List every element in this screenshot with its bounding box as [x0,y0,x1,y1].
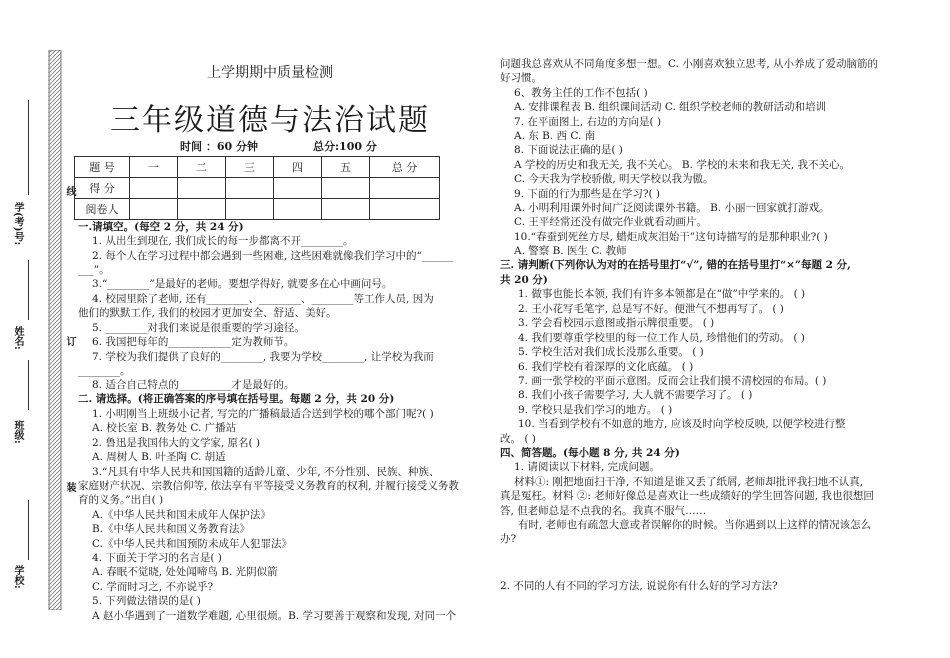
question-line: 10.“春蚕到死丝方尽, 蜡炬成灰泪始干”这句诗描写的是那种职业?( ) [514,231,828,243]
question-line: ________。 [78,365,131,377]
option-line: C. 学而时习之, 不亦说乎? [92,581,214,593]
question-line: 3.“凡具有中华人民共和国国籍的适龄儿童、少年, 不分性别、民族、种族、 [92,466,440,478]
score-cell: 二 [178,157,226,178]
option-line: A.《中华人民共和国未成年人保护法》 [92,509,271,521]
score-cell: 四 [274,157,322,178]
option-line: C. 今天我为学校骄傲, 明天学校以我为傲。 [514,173,714,185]
judge-item: 4. 我们要尊重学校里的每一位工作人员, 珍惜他们的劳动。 ( ) [518,332,805,344]
seal-mark-zhuang: 装 [64,482,75,492]
option-line: 好习惯。 [500,72,542,84]
judge-item: 6. 我们学校有着深厚的文化底蕴。 ( ) [518,361,694,373]
question-line: 办? [500,533,517,545]
option-line: C.《中华人民共和国预防未成年人犯罪法》 [92,538,292,550]
section-heading-judge: 三. 请判断(下列你认为对的在括号里打“√”, 错的在括号里打“×”每题 2 分, [500,259,851,271]
judge-item: 1. 做事也能长本领, 我们有许多本领都是在“做”中学来的。 ( ) [518,288,806,300]
section-heading-fill-blank: 一.请填空。(每空 2 分，共 24 分) [78,221,244,233]
score-table-score-row [75,178,440,199]
score-cell: 五 [322,157,370,178]
question-line: 1. 从出生到现在, 我们成长的每一步都离不开________。 [92,235,354,247]
exam-title: 三年级道德与法治试题 [110,103,430,138]
exam-subtitle: 上学期期中质量检测 [207,65,333,81]
id-underline [28,100,29,195]
name-underline [28,260,29,320]
material-line: 真是冤枉。材料 ②: 老师好像总是喜欢让一些成绩好的学生回答问题, 我也很想回 [500,490,874,502]
section-heading-short-answer: 四、简答题。(每小题 8 分, 共 24 分) [500,447,680,459]
question-line: 4. 校园里除了老师, 还有________、________、________等工作人员, 因为 [92,293,434,305]
question-line: 5. ________对我们来说是很重要的学习途径。 [92,322,305,334]
binding-strip [36,50,76,610]
question-line: 2. 每个人在学习过程中都会遇到一些困难, 这些困难就像我们学习中的“______ [92,250,454,262]
score-cell: 一 [130,157,178,178]
score-table [74,156,440,220]
grader-row-label: 阅卷人 [75,199,130,220]
option-line: A. 春眠不觉晓, 处处闻啼鸟 B. 光阴似箭 [92,566,278,578]
seal-mark-ding: 订 [64,336,75,346]
option-line: C. 王平经常还没有做完作业就看动画片。 [514,216,707,228]
seal-mark-xian: 线 [64,186,75,196]
question-line: 育的义务。”出自( ) [78,494,164,506]
judge-item: 改。 ( ) [500,433,536,445]
section-heading-judge-score: 共 20 分) [500,274,548,286]
question-line: 7. 在平面图上, 右边的方向是( ) [514,116,662,128]
option-line: A. 东 B. 西 C. 南 [514,130,596,142]
judge-item: 8. 我们小孩子需要学习, 大人就不需要学习了。 ( ) [518,389,753,401]
question-line: 2. 不同的人有不同的学习方法, 说说你有什么好的学习方法? [500,580,778,592]
question-line: 8. 下面说法正确的是( ) [514,144,623,156]
question-line: 1. 请阅读以下材料, 完成问题。 [514,461,661,473]
option-line: A 赵小华遇到了一道数学难题, 心里很烦。B. 学习要善于观察和发现, 对同一个 [92,610,457,622]
question-line: 有时, 老师也有疏忽大意或者误解你的时候。当你遇到以上这样的情况该怎么 [518,519,872,531]
question-line: 2. 鲁迅是我国伟大的文学家, 原名( ) [92,437,261,449]
school-label: 学校: [12,565,23,589]
score-cell: 三 [226,157,274,178]
score-table-header-row [75,157,440,178]
option-line: A. 周树人 B. 叶圣陶 C. 胡适 [92,451,226,463]
id-label: 学(考)号: [12,202,23,246]
class-underline [28,360,29,410]
question-line: 他们的默默工作, 我们的校园才更加安全、舒适、美好。 [78,307,337,319]
score-cell: 总 分 [370,157,440,178]
exam-total-score: 总分:100 分 [313,140,377,153]
option-line: A. 校长室 B. 教务处 C. 广播站 [92,422,237,434]
question-line: 1. 小明刚当上班级小记者, 写完的广播稿最适合送到学校的哪个部门呢?( ) [92,408,434,420]
option-line: A. 小明利用课外时间广泛阅读课外书籍。 B. 小丽一回家就打游戏。 [514,202,830,214]
question-line: 6、教务主任的工作不包括( ) [514,87,648,99]
question-line: 5. 下列做法错误的是( ) [92,595,201,607]
question-line: 4. 下面关于学习的名言是( ) [92,552,222,564]
question-line: 家庭财产状况、宗教信仰等, 依法享有平等接受义务教育的权利, 并履行接受义务教 [78,480,459,492]
score-cell: 题 号 [75,157,130,178]
school-underline [28,500,29,560]
question-line: 6. 我国把每年的____________定为教师节。 [92,336,295,348]
exam-time: 时间 ：60 分钟 [180,140,258,153]
class-label: 班级: [12,420,23,444]
question-line: 8. 适合自己特点的__________才是最好的。 [92,379,295,391]
score-table-grader-row [75,199,440,220]
judge-item: 2. 王小花写毛笔字, 总是写不好。便泄气不想再写了。 ( ) [518,303,784,315]
option-line: A. 警察 B. 医生 C. 教师 [514,245,627,257]
name-label: 姓名: [12,326,23,350]
option-line: A. 安排课程表 B. 组织课间活动 C. 组织学校老师的教研活动和培训 [514,101,827,113]
question-line: 9. 下面的行为那些是在学习?( ) [514,188,661,200]
option-line: B.《中华人民共和国义务教育法》 [92,523,251,535]
question-line: 3.“________”是最好的老师。要想学得好, 就要多在心中画问号。 [92,278,393,290]
judge-item: 10. 当看到学校有不如意的地方, 应该及时向学校反映, 以便学校进行整 [518,418,846,430]
judge-item: 7. 画一张学校的平面示意图。反而会让我们摸不清校园的布局。( ) [518,375,827,387]
score-row-label: 得 分 [75,178,130,199]
judge-item: 5. 学校生活对我们成长没那么重要。 ( ) [518,346,704,358]
option-line: 问题我总喜欢从不同角度多想一想。C. 小刚喜欢独立思考, 从小养成了爱动脑筋的 [500,58,879,70]
judge-item: 9. 学校只是我们学习的地方。 ( ) [518,404,673,416]
judge-item: 3. 学会看校园示意图或指示牌很重要。 ( ) [518,317,715,329]
option-line: A 学校的历史和我无关, 我不关心。 B. 学校的未来和我无关, 我不关心。 [514,159,850,171]
section-heading-choice: 二. 请选择。(将正确答案的序号填在括号里。每题 2 分，共 20 分) [78,393,395,405]
question-line: 7. 学校为我们提供了良好的________, 我要为学校________, 让学校为我而 [92,351,434,363]
question-line: ___”。 [78,264,110,276]
material-line: 材料①: 刚把地面扫干净, 不知道是谁又丢了纸屑, 老师却批评我扫地不认真, [514,476,864,488]
material-line: 答, 但老师总是不点我的名。我真不服气…… [500,505,707,517]
